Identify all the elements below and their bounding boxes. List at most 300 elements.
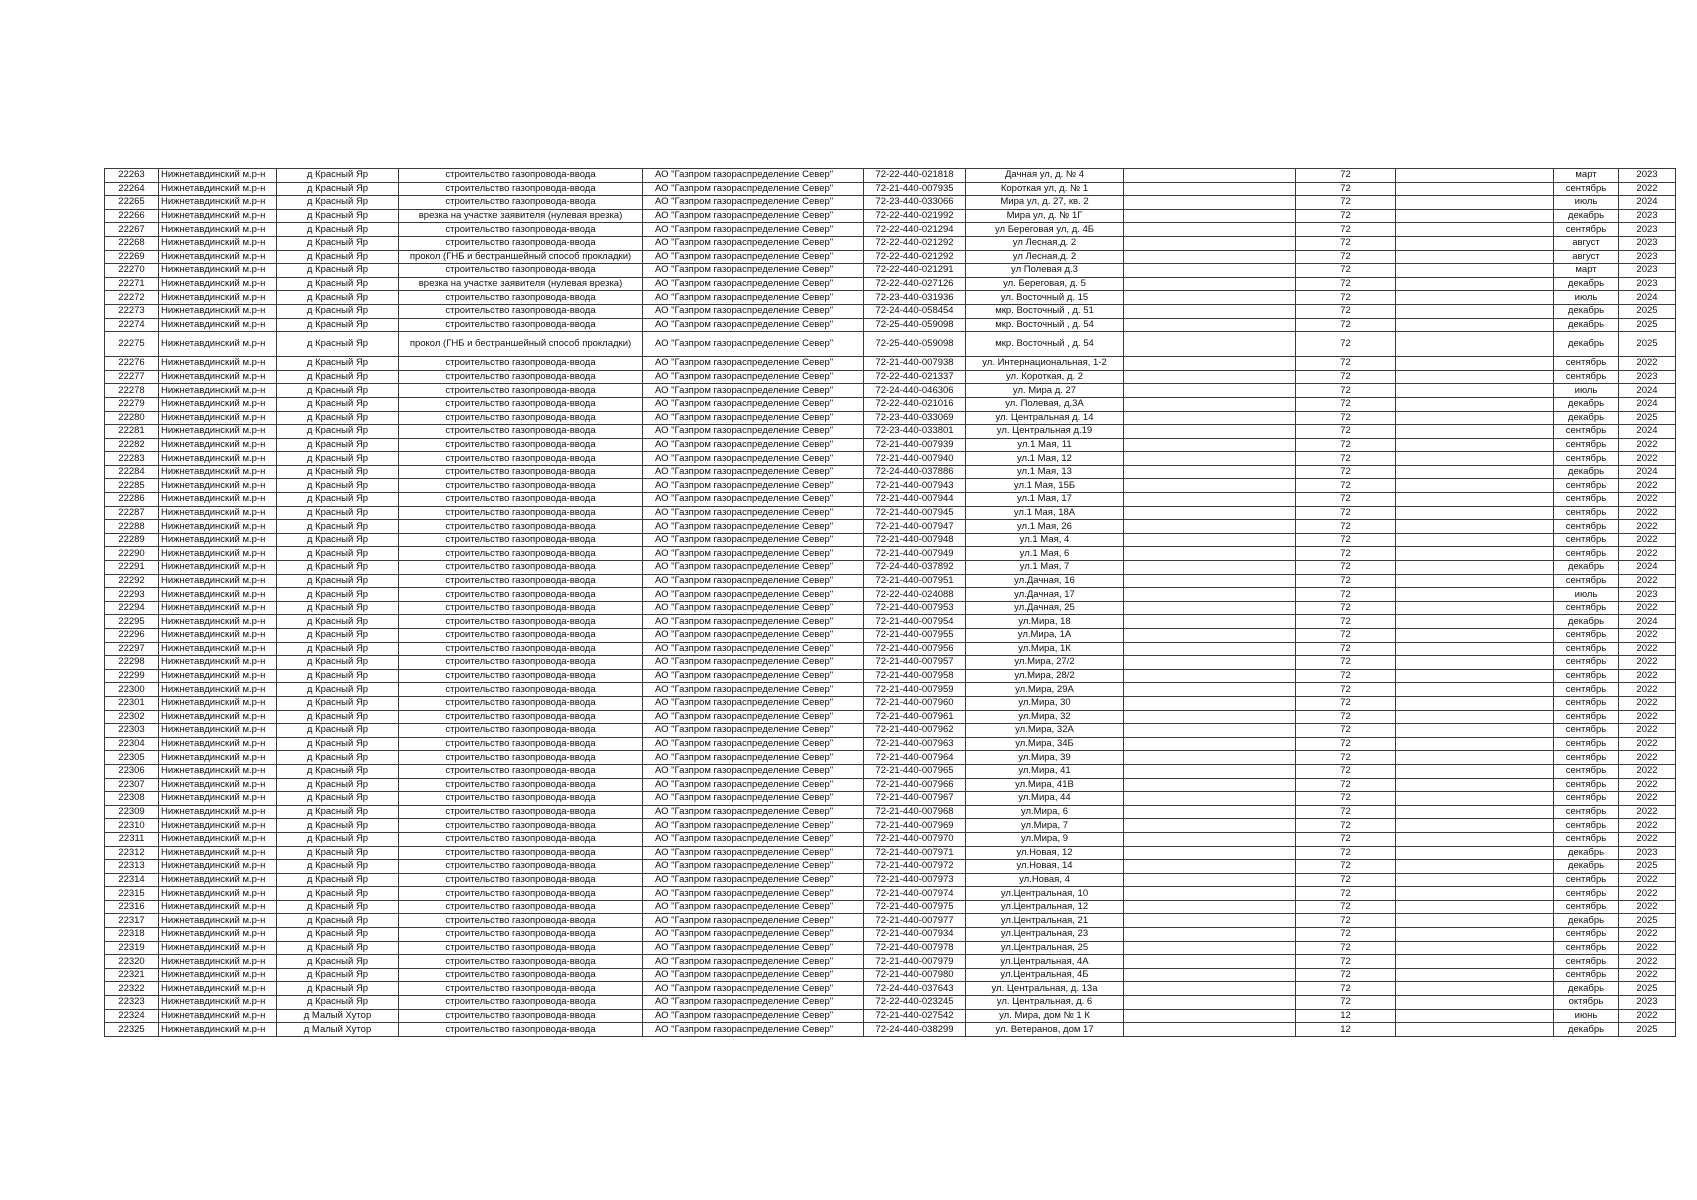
- row-number: 22306: [105, 764, 159, 778]
- row-number: 22325: [105, 1023, 159, 1037]
- month-cell: сентябрь: [1554, 941, 1619, 955]
- region-code-cell: 72: [1296, 710, 1396, 724]
- organization-cell: АО "Газпром газораспределение Север": [643, 574, 864, 588]
- month-cell: сентябрь: [1554, 425, 1619, 439]
- year-cell: 2024: [1619, 561, 1676, 575]
- locality-cell: д Красный Яр: [277, 465, 399, 479]
- month-cell: сентябрь: [1554, 737, 1619, 751]
- row-number: 22323: [105, 996, 159, 1010]
- region-code-cell: 72: [1296, 479, 1396, 493]
- organization-cell: АО "Газпром газораспределение Север": [643, 832, 864, 846]
- work-type-cell: строительство газопровода-ввода: [399, 493, 643, 507]
- empty-cell: [1396, 696, 1554, 710]
- address-cell: ул Полевая д.3: [966, 264, 1124, 278]
- district-cell: Нижнетавдинский м.р-н: [159, 425, 277, 439]
- address-cell: ул.Центральная, 25: [966, 941, 1124, 955]
- table-row: [105, 996, 1676, 1010]
- month-cell: сентябрь: [1554, 764, 1619, 778]
- table-row: [105, 384, 1676, 398]
- cadastral-number-cell: 72-21-440-007979: [864, 955, 966, 969]
- empty-cell: [1124, 914, 1296, 928]
- cadastral-number-cell: 72-24-440-037643: [864, 982, 966, 996]
- month-cell: июнь: [1554, 1009, 1619, 1023]
- locality-cell: д Красный Яр: [277, 291, 399, 305]
- table-row: [105, 792, 1676, 806]
- cadastral-number-cell: 72-21-440-007951: [864, 574, 966, 588]
- work-type-cell: строительство газопровода-ввода: [399, 819, 643, 833]
- address-cell: ул.Мира, 39: [966, 751, 1124, 765]
- district-cell: Нижнетавдинский м.р-н: [159, 860, 277, 874]
- year-cell: 2023: [1619, 250, 1676, 264]
- cadastral-number-cell: 72-21-440-007957: [864, 656, 966, 670]
- table-row: [105, 357, 1676, 371]
- year-cell: 2022: [1619, 506, 1676, 520]
- address-cell: Дачная ул, д. № 4: [966, 169, 1124, 183]
- organization-cell: АО "Газпром газораспределение Север": [643, 764, 864, 778]
- cadastral-number-cell: 72-22-440-027126: [864, 277, 966, 291]
- cadastral-number-cell: 72-21-440-007975: [864, 900, 966, 914]
- locality-cell: д Красный Яр: [277, 900, 399, 914]
- district-cell: Нижнетавдинский м.р-н: [159, 236, 277, 250]
- district-cell: Нижнетавдинский м.р-н: [159, 547, 277, 561]
- cadastral-number-cell: 72-21-440-027542: [864, 1009, 966, 1023]
- cadastral-number-cell: 72-21-440-007960: [864, 696, 966, 710]
- table-body: [105, 169, 1676, 1037]
- address-cell: мкр. Восточный , д. 51: [966, 304, 1124, 318]
- region-code-cell: 72: [1296, 384, 1396, 398]
- row-number: 22311: [105, 832, 159, 846]
- empty-cell: [1124, 683, 1296, 697]
- locality-cell: д Красный Яр: [277, 250, 399, 264]
- table-row: [105, 1023, 1676, 1037]
- row-number: 22289: [105, 533, 159, 547]
- empty-cell: [1396, 900, 1554, 914]
- district-cell: Нижнетавдинский м.р-н: [159, 669, 277, 683]
- organization-cell: АО "Газпром газораспределение Север": [643, 520, 864, 534]
- organization-cell: АО "Газпром газораспределение Север": [643, 196, 864, 210]
- year-cell: 2024: [1619, 291, 1676, 305]
- month-cell: декабрь: [1554, 397, 1619, 411]
- year-cell: 2024: [1619, 615, 1676, 629]
- organization-cell: АО "Газпром газораспределение Север": [643, 751, 864, 765]
- cadastral-number-cell: 72-21-440-007959: [864, 683, 966, 697]
- table-row: [105, 982, 1676, 996]
- address-cell: ул.Мира, 18: [966, 615, 1124, 629]
- empty-cell: [1396, 196, 1554, 210]
- month-cell: сентябрь: [1554, 955, 1619, 969]
- district-cell: Нижнетавдинский м.р-н: [159, 182, 277, 196]
- table-row: [105, 710, 1676, 724]
- empty-cell: [1124, 832, 1296, 846]
- region-code-cell: 72: [1296, 846, 1396, 860]
- district-cell: Нижнетавдинский м.р-н: [159, 873, 277, 887]
- year-cell: 2023: [1619, 996, 1676, 1010]
- district-cell: Нижнетавдинский м.р-н: [159, 304, 277, 318]
- district-cell: Нижнетавдинский м.р-н: [159, 277, 277, 291]
- locality-cell: д Красный Яр: [277, 601, 399, 615]
- organization-cell: АО "Газпром газораспределение Север": [643, 696, 864, 710]
- work-type-cell: строительство газопровода-ввода: [399, 1023, 643, 1037]
- region-code-cell: 72: [1296, 236, 1396, 250]
- organization-cell: АО "Газпром газораспределение Север": [643, 384, 864, 398]
- cadastral-number-cell: 72-21-440-007964: [864, 751, 966, 765]
- row-number: 22308: [105, 792, 159, 806]
- region-code-cell: 72: [1296, 506, 1396, 520]
- cadastral-number-cell: 72-22-440-021818: [864, 169, 966, 183]
- district-cell: Нижнетавдинский м.р-н: [159, 900, 277, 914]
- cadastral-number-cell: 72-21-440-007965: [864, 764, 966, 778]
- row-number: 22298: [105, 656, 159, 670]
- locality-cell: д Красный Яр: [277, 332, 399, 357]
- row-number: 22294: [105, 601, 159, 615]
- locality-cell: д Красный Яр: [277, 182, 399, 196]
- empty-cell: [1396, 792, 1554, 806]
- work-type-cell: строительство газопровода-ввода: [399, 196, 643, 210]
- address-cell: ул.Мира, 41: [966, 764, 1124, 778]
- address-cell: ул.1 Мая, 26: [966, 520, 1124, 534]
- organization-cell: АО "Газпром газораспределение Север": [643, 778, 864, 792]
- empty-cell: [1396, 764, 1554, 778]
- month-cell: сентябрь: [1554, 533, 1619, 547]
- empty-cell: [1396, 209, 1554, 223]
- locality-cell: д Красный Яр: [277, 737, 399, 751]
- organization-cell: АО "Газпром газораспределение Север": [643, 452, 864, 466]
- region-code-cell: 72: [1296, 182, 1396, 196]
- locality-cell: д Красный Яр: [277, 318, 399, 332]
- empty-cell: [1396, 683, 1554, 697]
- table-row: [105, 169, 1676, 183]
- empty-cell: [1396, 1023, 1554, 1037]
- empty-cell: [1396, 846, 1554, 860]
- district-cell: Нижнетавдинский м.р-н: [159, 601, 277, 615]
- empty-cell: [1124, 493, 1296, 507]
- month-cell: сентябрь: [1554, 805, 1619, 819]
- empty-cell: [1124, 656, 1296, 670]
- year-cell: 2022: [1619, 452, 1676, 466]
- work-type-cell: строительство газопровода-ввода: [399, 656, 643, 670]
- table-row: [105, 479, 1676, 493]
- year-cell: 2022: [1619, 1009, 1676, 1023]
- organization-cell: АО "Газпром газораспределение Север": [643, 642, 864, 656]
- work-type-cell: строительство газопровода-ввода: [399, 996, 643, 1010]
- organization-cell: АО "Газпром газораспределение Север": [643, 887, 864, 901]
- locality-cell: д Красный Яр: [277, 438, 399, 452]
- year-cell: 2023: [1619, 370, 1676, 384]
- row-number: 22312: [105, 846, 159, 860]
- address-cell: ул Лесная,д. 2: [966, 250, 1124, 264]
- work-type-cell: строительство газопровода-ввода: [399, 792, 643, 806]
- year-cell: 2022: [1619, 737, 1676, 751]
- locality-cell: д Красный Яр: [277, 642, 399, 656]
- row-number: 22303: [105, 724, 159, 738]
- address-cell: ул.Новая, 4: [966, 873, 1124, 887]
- year-cell: 2022: [1619, 656, 1676, 670]
- address-cell: ул.Центральная, 21: [966, 914, 1124, 928]
- table-row: [105, 182, 1676, 196]
- district-cell: Нижнетавдинский м.р-н: [159, 465, 277, 479]
- year-cell: 2022: [1619, 887, 1676, 901]
- region-code-cell: 72: [1296, 968, 1396, 982]
- locality-cell: д Красный Яр: [277, 941, 399, 955]
- region-code-cell: 72: [1296, 955, 1396, 969]
- work-type-cell: строительство газопровода-ввода: [399, 561, 643, 575]
- organization-cell: АО "Газпром газораспределение Север": [643, 438, 864, 452]
- work-type-cell: строительство газопровода-ввода: [399, 384, 643, 398]
- month-cell: сентябрь: [1554, 928, 1619, 942]
- empty-cell: [1124, 968, 1296, 982]
- work-type-cell: строительство газопровода-ввода: [399, 438, 643, 452]
- locality-cell: д Красный Яр: [277, 561, 399, 575]
- district-cell: Нижнетавдинский м.р-н: [159, 846, 277, 860]
- table-row: [105, 873, 1676, 887]
- row-number: 22285: [105, 479, 159, 493]
- address-cell: ул.Мира, 34Б: [966, 737, 1124, 751]
- empty-cell: [1124, 764, 1296, 778]
- month-cell: декабрь: [1554, 318, 1619, 332]
- month-cell: сентябрь: [1554, 656, 1619, 670]
- table-row: [105, 860, 1676, 874]
- row-number: 22270: [105, 264, 159, 278]
- organization-cell: АО "Газпром газораспределение Север": [643, 465, 864, 479]
- organization-cell: АО "Газпром газораспределение Север": [643, 506, 864, 520]
- address-cell: ул.Мира, 1К: [966, 642, 1124, 656]
- locality-cell: д Красный Яр: [277, 792, 399, 806]
- empty-cell: [1124, 873, 1296, 887]
- organization-cell: АО "Газпром газораспределение Север": [643, 291, 864, 305]
- district-cell: Нижнетавдинский м.р-н: [159, 318, 277, 332]
- work-type-cell: строительство газопровода-ввода: [399, 1009, 643, 1023]
- year-cell: 2023: [1619, 236, 1676, 250]
- locality-cell: д Красный Яр: [277, 764, 399, 778]
- organization-cell: АО "Газпром газораспределение Север": [643, 996, 864, 1010]
- region-code-cell: 72: [1296, 291, 1396, 305]
- table-row: [105, 277, 1676, 291]
- month-cell: сентябрь: [1554, 493, 1619, 507]
- table-row: [105, 196, 1676, 210]
- table-row: [105, 601, 1676, 615]
- locality-cell: д Красный Яр: [277, 710, 399, 724]
- cadastral-number-cell: 72-25-440-059098: [864, 332, 966, 357]
- row-number: 22266: [105, 209, 159, 223]
- work-type-cell: строительство газопровода-ввода: [399, 520, 643, 534]
- address-cell: ул. Центральная, д. 13а: [966, 982, 1124, 996]
- region-code-cell: 12: [1296, 1023, 1396, 1037]
- work-type-cell: строительство газопровода-ввода: [399, 642, 643, 656]
- year-cell: 2025: [1619, 982, 1676, 996]
- region-code-cell: 72: [1296, 832, 1396, 846]
- cadastral-number-cell: 72-23-440-031936: [864, 291, 966, 305]
- empty-cell: [1124, 223, 1296, 237]
- empty-cell: [1124, 357, 1296, 371]
- locality-cell: д Красный Яр: [277, 615, 399, 629]
- empty-cell: [1396, 928, 1554, 942]
- cadastral-number-cell: 72-21-440-007935: [864, 182, 966, 196]
- locality-cell: д Красный Яр: [277, 547, 399, 561]
- region-code-cell: 72: [1296, 642, 1396, 656]
- year-cell: 2022: [1619, 764, 1676, 778]
- district-cell: Нижнетавдинский м.р-н: [159, 710, 277, 724]
- work-type-cell: строительство газопровода-ввода: [399, 941, 643, 955]
- empty-cell: [1124, 411, 1296, 425]
- region-code-cell: 72: [1296, 615, 1396, 629]
- region-code-cell: 72: [1296, 438, 1396, 452]
- month-cell: декабрь: [1554, 846, 1619, 860]
- organization-cell: АО "Газпром газораспределение Север": [643, 236, 864, 250]
- year-cell: 2022: [1619, 968, 1676, 982]
- district-cell: Нижнетавдинский м.р-н: [159, 506, 277, 520]
- row-number: 22269: [105, 250, 159, 264]
- work-type-cell: строительство газопровода-ввода: [399, 629, 643, 643]
- month-cell: сентябрь: [1554, 223, 1619, 237]
- organization-cell: АО "Газпром газораспределение Север": [643, 805, 864, 819]
- address-cell: ул.Мира, 29А: [966, 683, 1124, 697]
- organization-cell: АО "Газпром газораспределение Север": [643, 900, 864, 914]
- organization-cell: АО "Газпром газораспределение Север": [643, 370, 864, 384]
- month-cell: сентябрь: [1554, 792, 1619, 806]
- empty-cell: [1396, 574, 1554, 588]
- month-cell: сентябрь: [1554, 683, 1619, 697]
- work-type-cell: строительство газопровода-ввода: [399, 182, 643, 196]
- locality-cell: д Красный Яр: [277, 751, 399, 765]
- month-cell: сентябрь: [1554, 724, 1619, 738]
- empty-cell: [1396, 182, 1554, 196]
- locality-cell: д Красный Яр: [277, 452, 399, 466]
- cadastral-number-cell: 72-21-440-007963: [864, 737, 966, 751]
- address-cell: ул. Ветеранов, дом 17: [966, 1023, 1124, 1037]
- work-type-cell: строительство газопровода-ввода: [399, 805, 643, 819]
- district-cell: Нижнетавдинский м.р-н: [159, 968, 277, 982]
- region-code-cell: 72: [1296, 452, 1396, 466]
- work-type-cell: строительство газопровода-ввода: [399, 914, 643, 928]
- region-code-cell: 72: [1296, 209, 1396, 223]
- empty-cell: [1396, 996, 1554, 1010]
- empty-cell: [1124, 169, 1296, 183]
- organization-cell: АО "Газпром газораспределение Север": [643, 264, 864, 278]
- month-cell: сентябрь: [1554, 629, 1619, 643]
- empty-cell: [1124, 846, 1296, 860]
- cadastral-number-cell: 72-21-440-007938: [864, 357, 966, 371]
- empty-cell: [1396, 710, 1554, 724]
- month-cell: сентябрь: [1554, 819, 1619, 833]
- empty-cell: [1124, 291, 1296, 305]
- empty-cell: [1124, 533, 1296, 547]
- work-type-cell: строительство газопровода-ввода: [399, 236, 643, 250]
- address-cell: ул.Мира, 32А: [966, 724, 1124, 738]
- table-row: [105, 683, 1676, 697]
- table-row: [105, 533, 1676, 547]
- locality-cell: д Красный Яр: [277, 656, 399, 670]
- month-cell: июль: [1554, 384, 1619, 398]
- month-cell: сентябрь: [1554, 574, 1619, 588]
- work-type-cell: строительство газопровода-ввода: [399, 506, 643, 520]
- row-number: 22302: [105, 710, 159, 724]
- month-cell: сентябрь: [1554, 751, 1619, 765]
- district-cell: Нижнетавдинский м.р-н: [159, 629, 277, 643]
- district-cell: Нижнетавдинский м.р-н: [159, 819, 277, 833]
- row-number: 22290: [105, 547, 159, 561]
- locality-cell: д Красный Яр: [277, 304, 399, 318]
- empty-cell: [1124, 277, 1296, 291]
- row-number: 22281: [105, 425, 159, 439]
- region-code-cell: 12: [1296, 1009, 1396, 1023]
- address-cell: ул. Центральная д.19: [966, 425, 1124, 439]
- address-cell: ул. Восточный д. 15: [966, 291, 1124, 305]
- cadastral-number-cell: 72-21-440-007955: [864, 629, 966, 643]
- empty-cell: [1124, 438, 1296, 452]
- cadastral-number-cell: 72-21-440-007953: [864, 601, 966, 615]
- year-cell: 2022: [1619, 805, 1676, 819]
- empty-cell: [1396, 264, 1554, 278]
- locality-cell: д Красный Яр: [277, 493, 399, 507]
- organization-cell: АО "Газпром газораспределение Север": [643, 209, 864, 223]
- empty-cell: [1396, 968, 1554, 982]
- year-cell: 2022: [1619, 941, 1676, 955]
- empty-cell: [1124, 724, 1296, 738]
- month-cell: март: [1554, 169, 1619, 183]
- year-cell: 2022: [1619, 547, 1676, 561]
- cadastral-number-cell: 72-22-440-021016: [864, 397, 966, 411]
- empty-cell: [1124, 710, 1296, 724]
- table-row: [105, 724, 1676, 738]
- district-cell: Нижнетавдинский м.р-н: [159, 169, 277, 183]
- year-cell: 2022: [1619, 438, 1676, 452]
- region-code-cell: 72: [1296, 982, 1396, 996]
- work-type-cell: строительство газопровода-ввода: [399, 900, 643, 914]
- organization-cell: АО "Газпром газораспределение Север": [643, 601, 864, 615]
- district-cell: Нижнетавдинский м.р-н: [159, 1023, 277, 1037]
- empty-cell: [1124, 370, 1296, 384]
- empty-cell: [1124, 547, 1296, 561]
- address-cell: ул.1 Мая, 4: [966, 533, 1124, 547]
- region-code-cell: 72: [1296, 656, 1396, 670]
- table-row: [105, 236, 1676, 250]
- work-type-cell: строительство газопровода-ввода: [399, 696, 643, 710]
- district-cell: Нижнетавдинский м.р-н: [159, 683, 277, 697]
- empty-cell: [1396, 223, 1554, 237]
- locality-cell: д Красный Яр: [277, 805, 399, 819]
- district-cell: Нижнетавдинский м.р-н: [159, 223, 277, 237]
- work-type-cell: строительство газопровода-ввода: [399, 669, 643, 683]
- region-code-cell: 72: [1296, 250, 1396, 264]
- locality-cell: д Красный Яр: [277, 397, 399, 411]
- year-cell: 2024: [1619, 397, 1676, 411]
- empty-cell: [1124, 304, 1296, 318]
- row-number: 22324: [105, 1009, 159, 1023]
- work-type-cell: строительство газопровода-ввода: [399, 533, 643, 547]
- year-cell: 2022: [1619, 182, 1676, 196]
- address-cell: ул.Мира, 41В: [966, 778, 1124, 792]
- organization-cell: АО "Газпром газораспределение Север": [643, 223, 864, 237]
- address-cell: ул.Новая, 12: [966, 846, 1124, 860]
- district-cell: Нижнетавдинский м.р-н: [159, 574, 277, 588]
- empty-cell: [1396, 332, 1554, 357]
- empty-cell: [1124, 479, 1296, 493]
- empty-cell: [1124, 819, 1296, 833]
- empty-cell: [1396, 629, 1554, 643]
- empty-cell: [1124, 669, 1296, 683]
- locality-cell: д Красный Яр: [277, 264, 399, 278]
- organization-cell: АО "Газпром газораспределение Север": [643, 411, 864, 425]
- empty-cell: [1124, 465, 1296, 479]
- month-cell: сентябрь: [1554, 710, 1619, 724]
- district-cell: Нижнетавдинский м.р-н: [159, 982, 277, 996]
- month-cell: декабрь: [1554, 277, 1619, 291]
- year-cell: 2022: [1619, 819, 1676, 833]
- table-row: [105, 411, 1676, 425]
- year-cell: 2022: [1619, 574, 1676, 588]
- region-code-cell: 72: [1296, 696, 1396, 710]
- cadastral-number-cell: 72-22-440-021992: [864, 209, 966, 223]
